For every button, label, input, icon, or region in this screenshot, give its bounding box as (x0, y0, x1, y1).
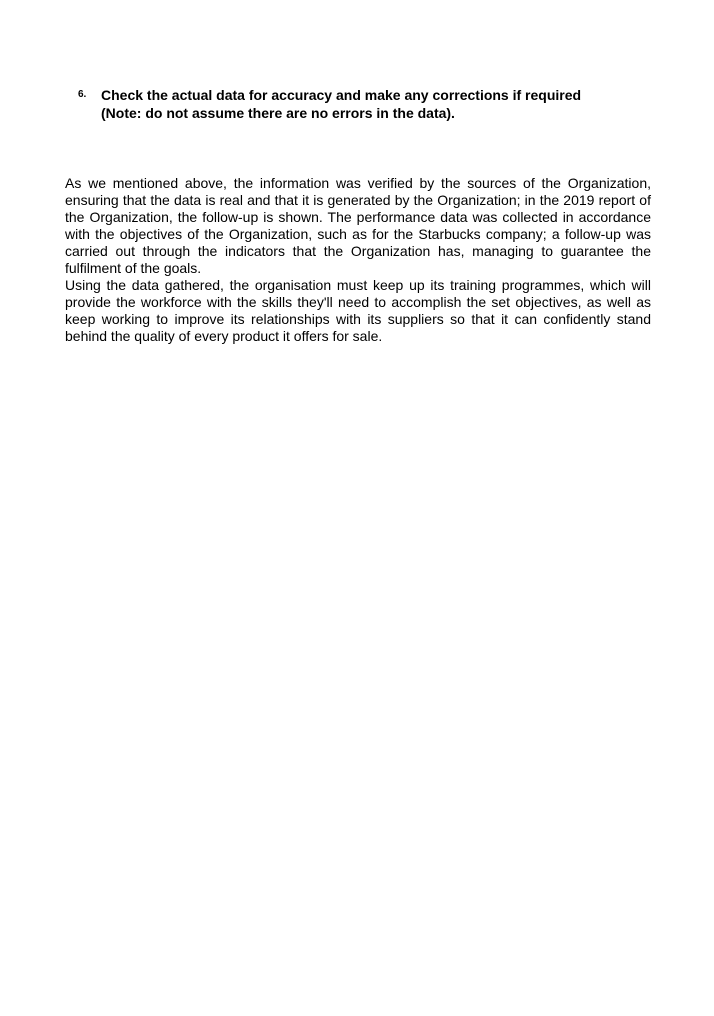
question-line-1: Check the actual data for accuracy and make any corrections if required (101, 87, 582, 103)
question-line-2: (Note: do not assume there are no errors in the data). (101, 105, 455, 121)
question-number: 6. (78, 89, 87, 100)
answer-paragraph-1: As we mentioned above, the information was verified by the sources of the Organization, ensuring that the data is real and that it is generated by the Organization; in the 2019 report of the Organization, the follow-up is shown. The performance data was collected in accordance with the objectives of the Organization, such as for the Starbucks company; a follow-up was carried out through the indicators that the Organization has, managing to guarantee the fulfilment of the goals. (65, 175, 651, 276)
question-text (101, 86, 581, 122)
answer-body (65, 175, 651, 345)
answer-paragraph-2: Using the data gathered, the organisation must keep up its training programmes, which will provide the workforce with the skills they'll need to accomplish the set objectives, as well as keep working to improve its relationships with its suppliers so that it can confidently stand behind the quality of every product it offers for sale. (65, 277, 651, 344)
